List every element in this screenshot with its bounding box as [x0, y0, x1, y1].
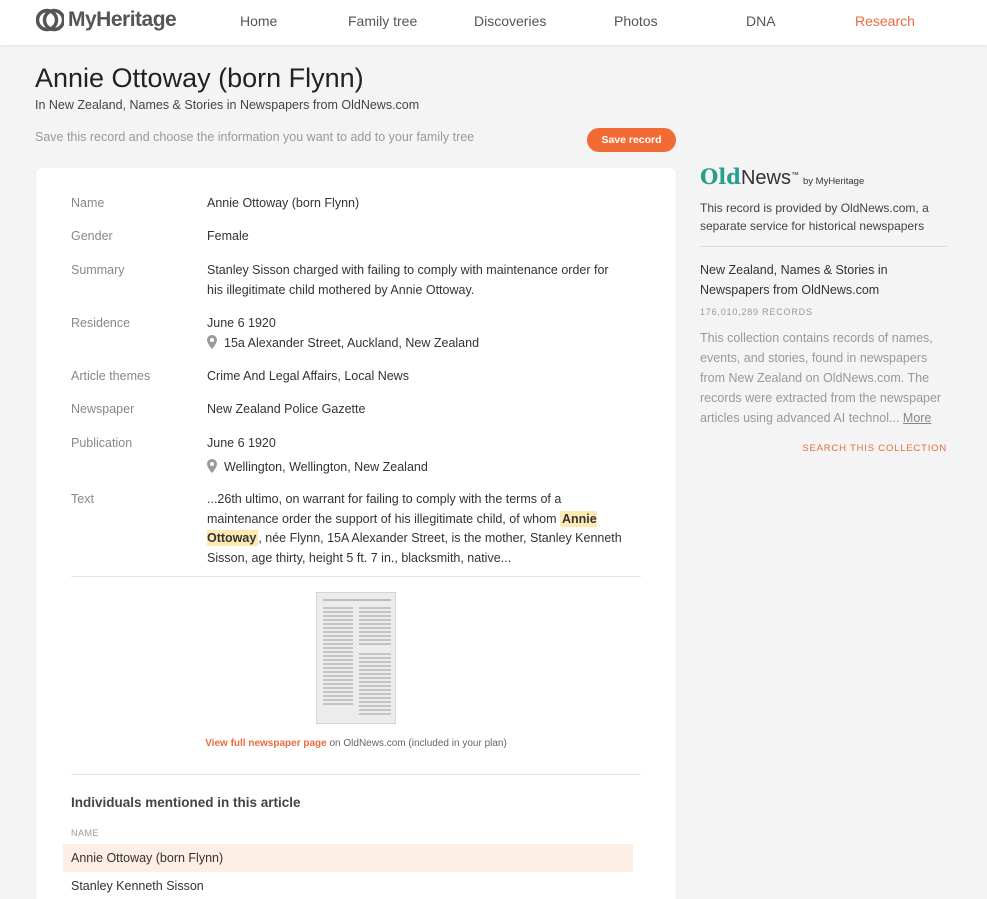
- provider-note: This record is provided by OldNews.com, a separate service for historical newspapers: [700, 201, 929, 233]
- text-after: , née Flynn, 15A Alexander Street, is the mother, Stanley Kenneth Sisson, age thirty, height 5 ft. 7 in., blacksmith, native...: [207, 531, 622, 565]
- field-label: Text: [71, 492, 94, 506]
- residence-place: 15a Alexander Street, Auckland, New Zealand: [224, 335, 480, 350]
- view-newspaper-line: [36, 738, 676, 749]
- location-pin-icon: [207, 459, 217, 473]
- field-label: Publication: [71, 436, 133, 450]
- newspaper-page-thumbnail[interactable]: [316, 592, 396, 724]
- field-value: [207, 434, 627, 477]
- view-full-newspaper-link[interactable]: View full newspaper page: [205, 738, 327, 749]
- field-value: Annie Ottoway (born Flynn): [207, 196, 360, 210]
- name-column-header: NAME: [71, 828, 100, 838]
- location-pin-icon: [207, 335, 217, 349]
- individual-row[interactable]: Stanley Kenneth Sisson: [71, 879, 204, 893]
- field-label: Newspaper: [71, 402, 135, 416]
- field-value: [207, 490, 627, 568]
- oldnews-logo[interactable]: [700, 164, 864, 190]
- collection-subtitle: In New Zealand, Names & Stories in Newspapers from OldNews.com: [35, 98, 420, 112]
- collection-description: [700, 328, 947, 428]
- sidebar-divider: [700, 246, 947, 247]
- individuals-title: Individuals mentioned in this article: [71, 795, 301, 810]
- publication-place: Wellington, Wellington, New Zealand: [224, 459, 428, 474]
- nav-home[interactable]: Home: [240, 13, 278, 29]
- field-value: Crime And Legal Affairs, Local News: [207, 369, 409, 383]
- top-navigation-bar: [0, 0, 987, 45]
- residence-date: June 6 1920: [207, 316, 276, 330]
- field-value: Stanley Sisson charged with failing to comply with maintenance order for his illegitimate child mothered by Annie Ottoway.: [207, 263, 609, 297]
- newspaper-link-suffix: on OldNews.com (included in your plan): [326, 738, 507, 749]
- oldnews-logo-news: News: [740, 167, 791, 189]
- save-hint: Save this record and choose the information you want to add to your family tree: [35, 130, 475, 144]
- text-before: ...26th ultimo, on warrant for failing to comply with the terms of a maintenance order the support of his illegitimate child, of whom: [207, 492, 562, 526]
- nav-family-tree[interactable]: Family tree: [348, 13, 418, 29]
- field-label: Residence: [71, 316, 131, 330]
- nav-photos[interactable]: Photos: [614, 13, 658, 29]
- records-count: 176,010,289 RECORDS: [700, 307, 813, 317]
- myheritage-logo[interactable]: [36, 8, 176, 32]
- more-link[interactable]: More: [902, 411, 932, 425]
- nav-dna[interactable]: DNA: [746, 13, 776, 29]
- nav-discoveries[interactable]: Discoveries: [474, 13, 547, 29]
- oldnews-logo-by: by MyHeritage: [802, 176, 865, 187]
- field-label: Name: [71, 196, 105, 210]
- individual-row[interactable]: Annie Ottoway (born Flynn): [63, 844, 633, 872]
- oldnews-logo-old: Old: [700, 164, 741, 189]
- publication-date: June 6 1920: [207, 436, 276, 450]
- myheritage-logo-icon: [36, 8, 64, 32]
- record-card: [36, 168, 676, 899]
- divider: [71, 774, 641, 775]
- trademark: ™: [790, 170, 799, 180]
- highlighted-name: Annie Ottoway: [207, 511, 597, 545]
- collection-name: New Zealand, Names & Stories in Newspapers from OldNews.com: [700, 263, 888, 297]
- page-title: Annie Ottoway (born Flynn): [35, 63, 364, 93]
- nav-research[interactable]: Research: [855, 13, 915, 29]
- search-collection-link[interactable]: SEARCH THIS COLLECTION: [802, 443, 947, 454]
- field-value: Female: [207, 229, 249, 243]
- field-value: [207, 314, 627, 353]
- logo-text: MyHeritage: [68, 8, 177, 31]
- field-value: New Zealand Police Gazette: [207, 402, 366, 416]
- field-label: Article themes: [71, 369, 151, 383]
- save-record-button[interactable]: Save record: [587, 128, 676, 152]
- field-label: Gender: [71, 229, 113, 243]
- divider: [71, 576, 641, 577]
- field-label: Summary: [71, 263, 125, 277]
- description-text: This collection contains records of names, events, and stories, found in newspapers from New Zealand on OldNews.com. The records were extracted from the newspaper articles using advanced AI technol...: [700, 331, 942, 425]
